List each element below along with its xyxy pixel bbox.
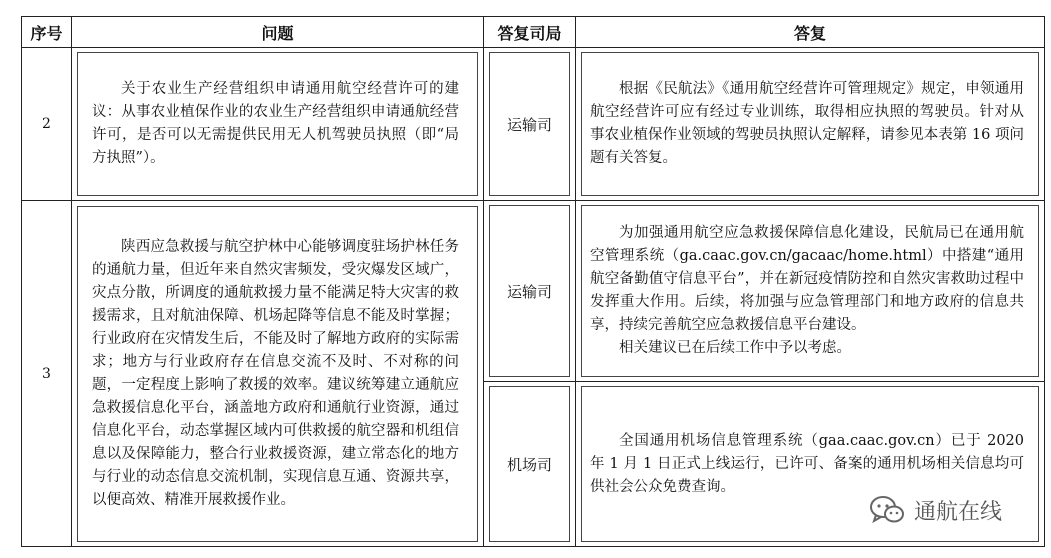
answer-paragraph: 为加强通用航空应急救援保障信息化建设，民航局已在通用航空管理系统（ga.caac.gov.cn/gacaac/home.html）中搭建“通用航空备勤值守信息平台”，并在新冠疫情防控和自然灾害救助过程中发挥重大作用。后续，将加强与应急管理部门和地方政府的信息共享，持续完善航空应急救援信息平台建设。 [590,225,1024,333]
header-answer: 答复 [576,17,1045,48]
question-text: 关于农业生产经营组织申请通用航空经营许可的建议：从事农业植保作业的农业生产经营组织申请通航经营许可，是否可以无需提供民用无人机驾驶员执照（即“局方执照”）。 [92,81,459,166]
dept-cell [484,48,576,201]
watermark-text: 通航在线 [914,499,1003,525]
header-no: 序号 [22,17,72,48]
table-row [22,201,1045,382]
answer-paragraph: 根据《民航法》《通用航空经营许可管理规定》规定，申领通用航空经营许可应有经过专业训练，取得相应执照的驾驶员。针对从事农业植保作业领域的驾驶员执照认定解释，请参见本表第 16 项问题有关答复。 [590,81,1024,166]
answer-text [582,78,1038,170]
row-number: 3 [22,201,72,547]
answer-cell [576,201,1045,382]
header-question: 问题 [72,17,484,48]
watermark [868,494,1002,526]
answer-paragraph: 全国通用机场信息管理系统（gaa.caac.gov.cn）已于 2020 年 1 月 1 日正式上线运行，已许可、备案的通用机场相关信息均可供社会公众免费查询。 [590,432,1024,495]
question-text: 陕西应急救援与航空护林中心能够调度驻场护林任务的通航力量，但近年来自然灾害频发，受灾爆发区域广，灾点分散，所调度的通航救援力量不能满足特大灾害的救援需求，且对航油保障、机场起降等信息不能及时掌握；行业政府在灾情发生后，不能及时了解地方政府的实际需求；地方与行业政府存在信息交流不及时、不对称的问题，一定程度上影响了救援的效率。建议统筹建立通航应急救援信息化平台，涵盖地方政府和通航行业资源，通过信息化平台，动态掌握区域内可供救援的航空器和机组信息以及保障能力，整合行业救援资源，建立常态化的地方与行业的动态信息交流机制，实现信息互通、资源共享，以便高效、精准开展救援作业。 [92,238,459,508]
question-cell [72,201,484,547]
header-dept: 答复司局 [484,17,576,48]
table-row [22,48,1045,201]
dept-cell [484,382,576,547]
dept-label: 机场司 [506,455,552,474]
answer-text [582,222,1038,360]
answer-cell [576,48,1045,201]
row-number: 2 [22,48,72,201]
wechat-icon [868,494,906,526]
dept-label: 运输司 [506,282,552,301]
dept-label: 运输司 [506,115,552,134]
answer-paragraph: 相关建议已在后续工作中予以考虑。 [619,340,851,356]
dept-cell [484,201,576,382]
answer-text [582,430,1038,499]
question-cell [72,48,484,201]
reply-table [21,16,1045,547]
table-header-row [22,17,1045,48]
